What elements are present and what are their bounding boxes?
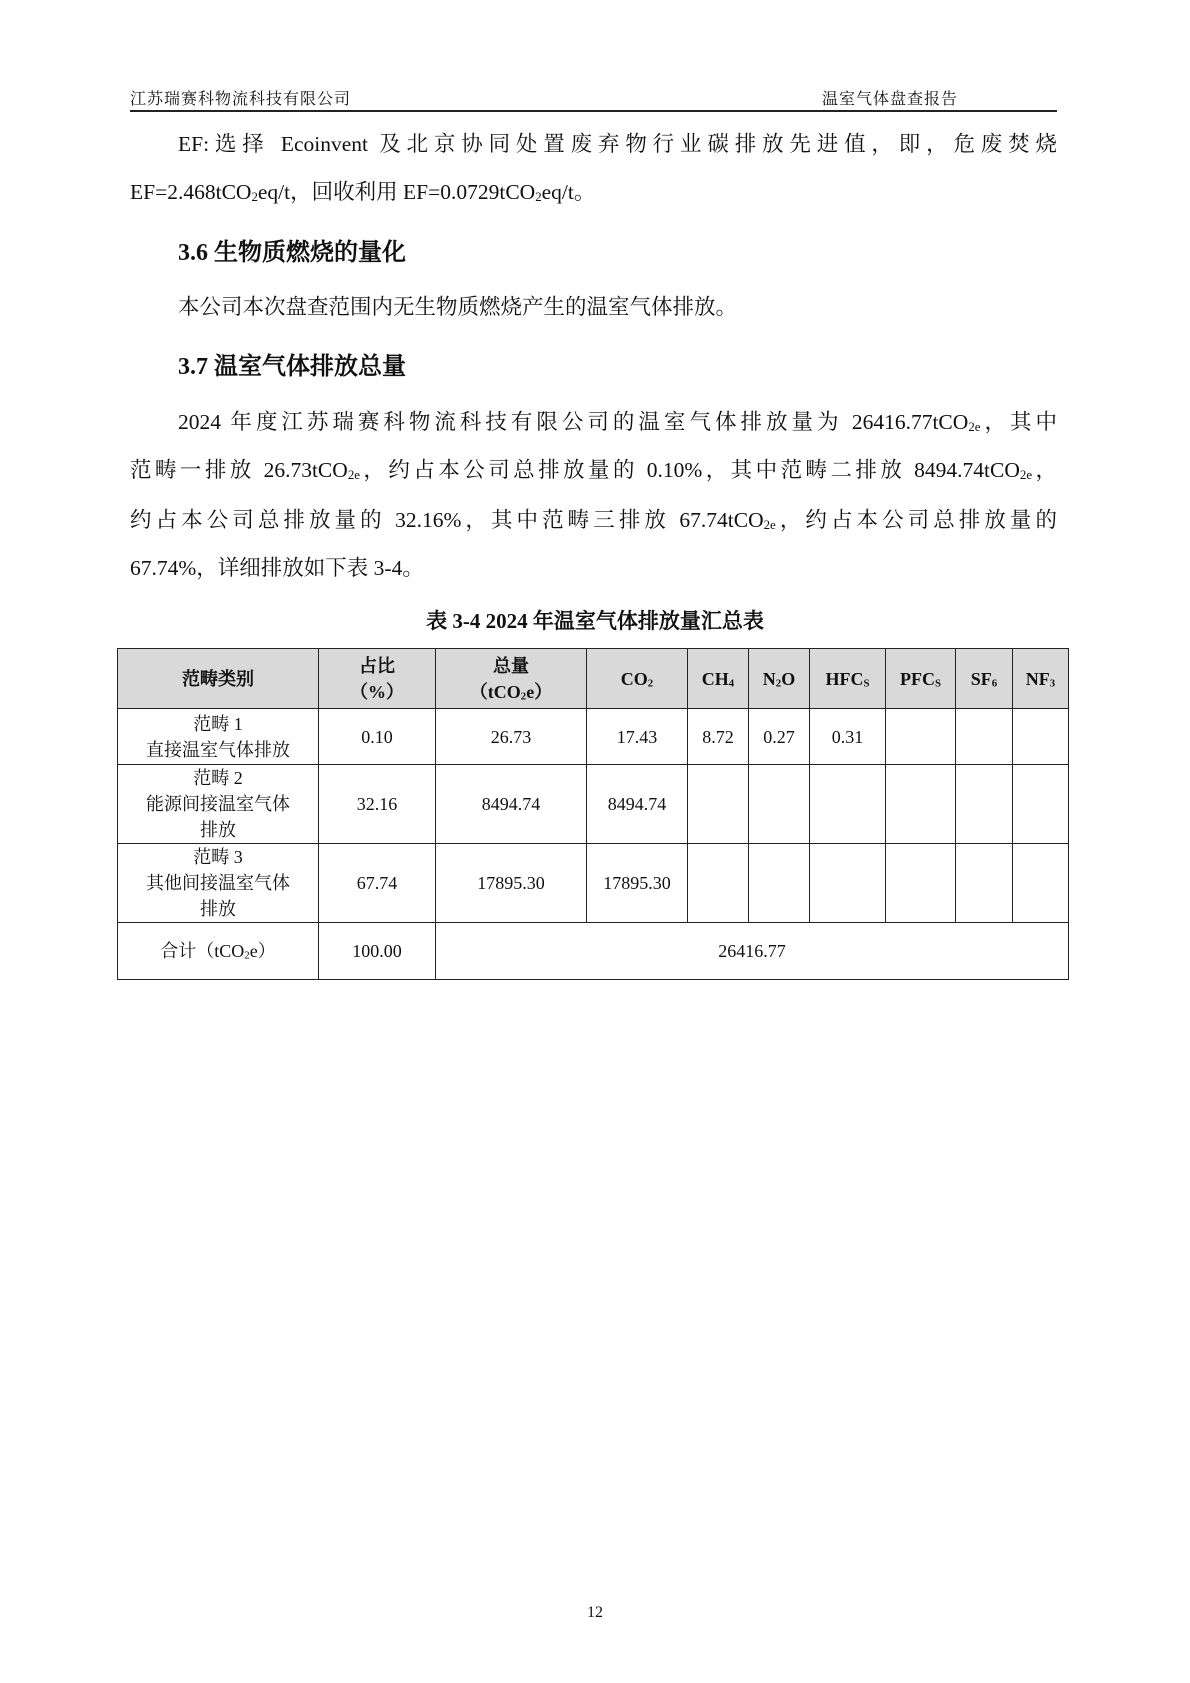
column-header [118,649,319,709]
total-row [118,923,1069,980]
column-header [956,649,1013,709]
text-segment: 2024 年度江苏瑞赛科物流科技有限公司的温室气体排放量为 26416.77tCO [178,410,969,434]
text-segment: 约占本公司总排放量的 32.16%，其中范畴三排放 67.74tCO [130,508,764,532]
value-cell [688,844,749,923]
cell-text: 范畴 3 [193,847,243,867]
page-number: 12 [587,1604,603,1621]
value-cell: 8.72 [688,709,749,765]
value-cell [956,844,1013,923]
para2-line [178,290,737,321]
value-cell: 0.31 [810,709,886,765]
para1-line [130,175,595,206]
para1-line [178,127,1057,158]
para3-line [130,551,424,582]
cell-text: 排放 [200,899,236,919]
value-cell [749,765,810,844]
subscript: 4 [728,677,735,690]
cell-text: （tCO [469,681,521,702]
column-header [810,649,886,709]
cell-text: e） [526,681,553,702]
text-segment: 67.74%，详细排放如下表 3-4。 [130,556,424,580]
subscript: S [934,677,941,690]
text-segment: ，约占本公司总排放量的 0.10%，其中范畴二排放 8494.74tCO [359,458,1020,482]
text-segment: 本公司本次盘查范围内无生物质燃烧产生的温室气体排放。 [178,295,738,319]
column-header [587,649,688,709]
column-header [1013,649,1069,709]
subscript: 2e [347,467,360,482]
cell-text: 其他间接温室气体 [146,873,290,893]
cell-text: CO [620,668,648,689]
subscript: 3 [1049,677,1056,690]
cell-text: （%） [350,681,404,702]
table-header-row [118,649,1069,709]
table-row [118,765,1069,844]
value-cell: 17.43 [587,709,688,765]
value-cell: 26.73 [436,709,587,765]
value-cell: 67.74 [319,844,436,923]
cell-text: N [762,668,776,689]
table-caption: 表 3-4 2024 年温室气体排放量汇总表 [426,609,764,633]
value-cell: 17895.30 [436,844,587,923]
subscript: 2 [244,949,250,962]
header-report-title: 温室气体盘查报告 [822,91,959,108]
subscript: 2 [535,189,542,204]
cell-text: HFC [825,668,864,689]
section-heading-3-6: 3.6 生物质燃烧的量化 [178,240,406,266]
text-segment: eq/t，回收利用 EF=0.0729tCO [257,180,536,204]
table-row [118,844,1069,923]
text-segment: EF=2.468tCO [130,180,252,204]
total-value: 26416.77 [436,923,1069,980]
subscript: 2 [647,677,654,690]
total-label [118,923,319,980]
subscript: 2e [763,517,776,532]
cell-text: 范畴 2 [193,768,243,788]
column-header [436,649,587,709]
cell-text: 范畴类别 [182,668,254,689]
subscript: 6 [991,677,998,690]
value-cell [1013,844,1069,923]
value-cell: 8494.74 [587,765,688,844]
subscript: S [863,677,870,690]
text-segment: eq/t。 [541,180,596,204]
value-cell [1013,709,1069,765]
value-cell [886,765,956,844]
text-segment: e） [249,941,276,961]
value-cell [956,765,1013,844]
cell-text: 能源间接温室气体 [146,794,290,814]
emissions-summary-table [117,648,1069,980]
table-row [118,709,1069,765]
text-segment: ，其中 [980,410,1057,434]
value-cell: 0.10 [319,709,436,765]
para3-line [130,503,1057,534]
value-cell: 0.27 [749,709,810,765]
cell-text: CH [701,668,729,689]
subscript: 2e [968,419,981,434]
cell-text: 直接温室气体排放 [146,739,290,760]
category-cell [118,709,319,765]
value-cell [688,765,749,844]
value-cell [749,844,810,923]
para3-line [130,453,1057,484]
value-cell [810,844,886,923]
value-cell [886,844,956,923]
cell-text: SF [970,668,992,689]
text-segment: 合计（tCO [160,941,245,961]
text-segment: 范畴一排放 26.73tCO [130,458,348,482]
total-percent: 100.00 [319,923,436,980]
text-segment: ，约占本公司总排放量的 [775,508,1057,532]
column-header [319,649,436,709]
cell-text: 总量 [493,655,529,676]
subscript: 2 [775,677,782,690]
value-cell [956,709,1013,765]
para3-line [178,405,1057,436]
value-cell: 17895.30 [587,844,688,923]
cell-text: 排放 [200,820,236,840]
value-cell: 8494.74 [436,765,587,844]
text-segment: EF:选择 Ecoinvent 及北京协同处置废弃物行业碳排放先进值，即，危废焚烧 [178,132,1057,156]
category-cell [118,844,319,923]
column-header [886,649,956,709]
subscript: 2 [251,189,258,204]
cell-text: 范畴 1 [193,713,243,734]
header-company: 江苏瑞赛科物流科技有限公司 [130,91,352,108]
cell-text: O [781,668,796,689]
cell-text: PFC [899,668,935,689]
section-heading-3-7: 3.7 温室气体排放总量 [178,354,406,380]
cell-text: NF [1025,668,1050,689]
header-divider [130,110,1057,112]
column-header [749,649,810,709]
value-cell [1013,765,1069,844]
cell-text: 占比 [359,655,395,676]
value-cell: 32.16 [319,765,436,844]
text-segment: ， [1032,458,1057,482]
category-cell [118,765,319,844]
subscript: 2e [1019,467,1033,482]
value-cell [886,709,956,765]
column-header [688,649,749,709]
subscript: 2 [520,690,527,703]
value-cell [810,765,886,844]
